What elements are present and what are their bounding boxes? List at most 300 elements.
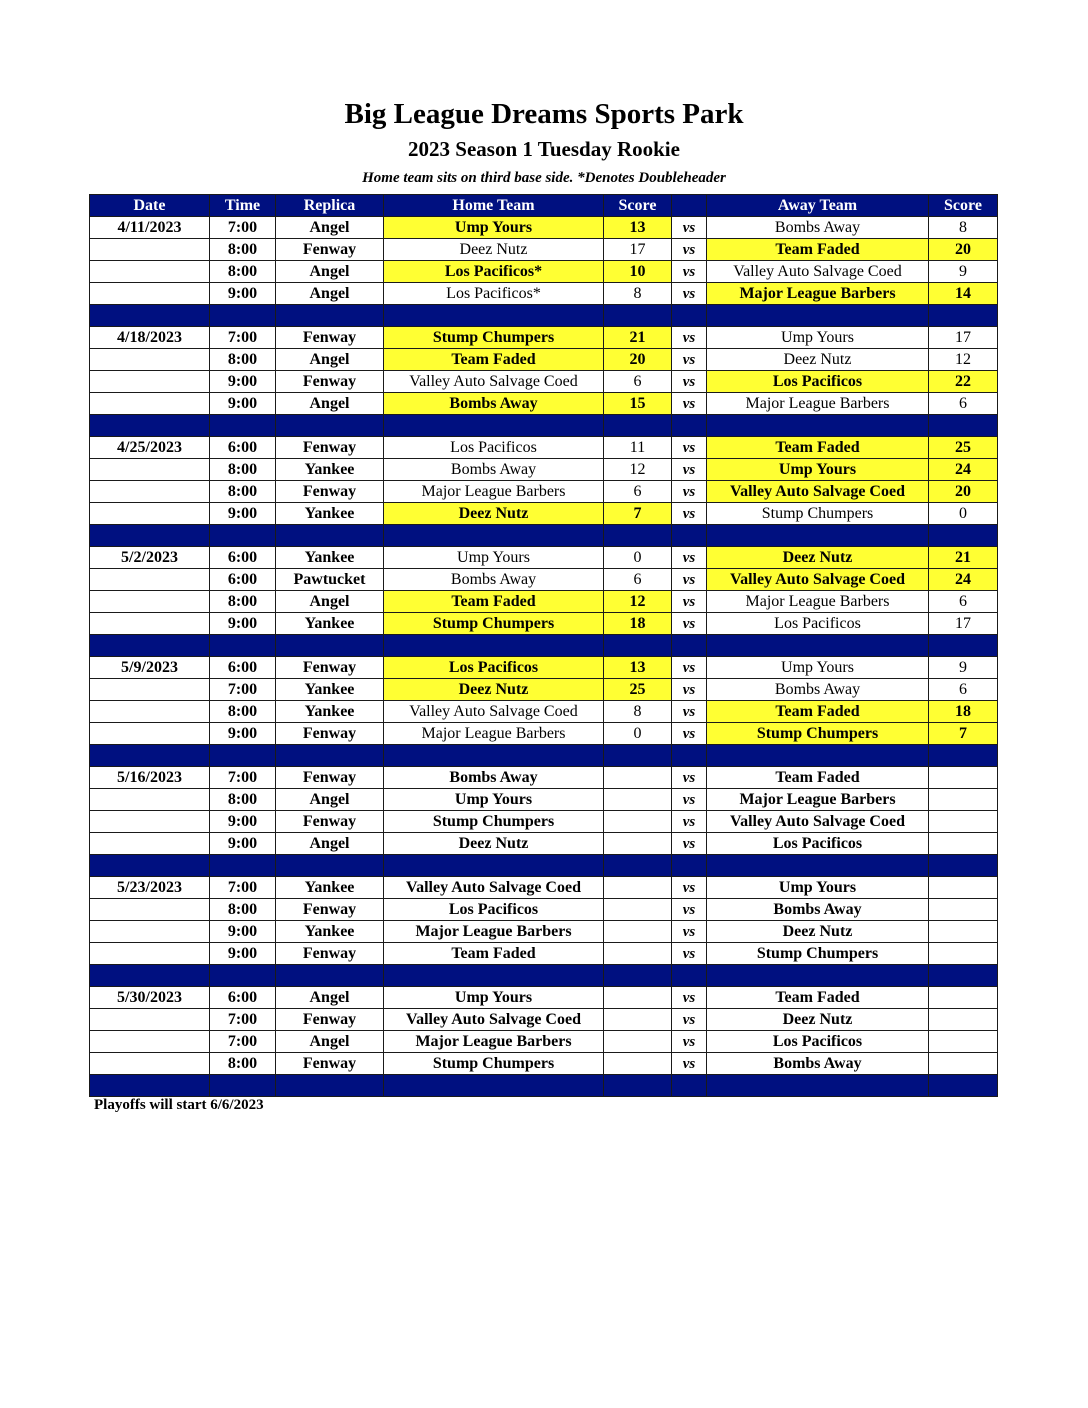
replica-cell: Fenway <box>276 767 384 789</box>
away-team-cell: Deez Nutz <box>707 349 929 371</box>
date-cell <box>90 283 210 305</box>
date-cell <box>90 239 210 261</box>
replica-cell: Angel <box>276 349 384 371</box>
home-score-cell <box>604 921 672 943</box>
separator-cell <box>384 855 604 877</box>
separator-cell <box>929 745 998 767</box>
away-score-cell <box>929 921 998 943</box>
home-team-cell: Stump Chumpers <box>384 613 604 635</box>
replica-cell: Angel <box>276 591 384 613</box>
away-team-cell: Los Pacificos <box>707 833 929 855</box>
table-row <box>90 503 998 525</box>
time-cell: 7:00 <box>210 767 276 789</box>
table-row <box>90 701 998 723</box>
replica-cell: Yankee <box>276 877 384 899</box>
separator-cell <box>384 1075 604 1097</box>
date-cell <box>90 613 210 635</box>
home-team-cell: Bombs Away <box>384 393 604 415</box>
replica-cell: Yankee <box>276 921 384 943</box>
time-cell: 9:00 <box>210 811 276 833</box>
time-cell: 8:00 <box>210 481 276 503</box>
home-score-cell: 11 <box>604 437 672 459</box>
home-team-cell: Deez Nutz <box>384 833 604 855</box>
separator-cell <box>276 415 384 437</box>
week-separator <box>90 305 998 327</box>
home-score-cell: 0 <box>604 547 672 569</box>
date-cell <box>90 1031 210 1053</box>
time-cell: 9:00 <box>210 943 276 965</box>
table-row <box>90 459 998 481</box>
week-separator <box>90 415 998 437</box>
week-separator <box>90 965 998 987</box>
replica-cell: Angel <box>276 261 384 283</box>
separator-cell <box>276 965 384 987</box>
separator-cell <box>210 525 276 547</box>
separator-cell <box>707 1075 929 1097</box>
date-cell <box>90 921 210 943</box>
separator-cell <box>210 855 276 877</box>
home-score-cell <box>604 833 672 855</box>
separator-cell <box>276 635 384 657</box>
time-cell: 8:00 <box>210 239 276 261</box>
away-team-cell: Los Pacificos <box>707 371 929 393</box>
separator-cell <box>929 525 998 547</box>
away-team-cell: Bombs Away <box>707 217 929 239</box>
time-cell: 9:00 <box>210 393 276 415</box>
time-cell: 7:00 <box>210 1031 276 1053</box>
away-score-cell <box>929 943 998 965</box>
separator-cell <box>90 1075 210 1097</box>
date-cell <box>90 1053 210 1075</box>
date-cell <box>90 459 210 481</box>
home-team-cell: Los Pacificos <box>384 899 604 921</box>
vs-cell: vs <box>672 723 707 745</box>
table-row <box>90 921 998 943</box>
date-cell <box>90 833 210 855</box>
date-cell <box>90 481 210 503</box>
table-row <box>90 261 998 283</box>
replica-cell: Fenway <box>276 239 384 261</box>
away-team-cell: Ump Yours <box>707 327 929 349</box>
date-cell <box>90 811 210 833</box>
separator-cell <box>276 305 384 327</box>
away-team-cell: Valley Auto Salvage Coed <box>707 811 929 833</box>
away-score-cell <box>929 1009 998 1031</box>
table-row <box>90 217 998 239</box>
table-row <box>90 723 998 745</box>
separator-cell <box>210 965 276 987</box>
home-team-cell: Los Pacificos <box>384 657 604 679</box>
separator-cell <box>604 855 672 877</box>
away-team-cell: Team Faded <box>707 987 929 1009</box>
vs-cell: vs <box>672 349 707 371</box>
week-separator <box>90 525 998 547</box>
date-cell: 5/30/2023 <box>90 987 210 1009</box>
replica-cell: Fenway <box>276 899 384 921</box>
vs-cell: vs <box>672 393 707 415</box>
away-score-cell <box>929 789 998 811</box>
vs-cell: vs <box>672 283 707 305</box>
vs-cell: vs <box>672 569 707 591</box>
time-cell: 9:00 <box>210 503 276 525</box>
home-score-cell: 12 <box>604 591 672 613</box>
home-score-cell: 20 <box>604 349 672 371</box>
home-team-cell: Team Faded <box>384 943 604 965</box>
separator-cell <box>384 305 604 327</box>
replica-cell: Yankee <box>276 613 384 635</box>
time-cell: 8:00 <box>210 789 276 811</box>
separator-cell <box>604 525 672 547</box>
home-team-cell: Major League Barbers <box>384 921 604 943</box>
replica-cell: Angel <box>276 833 384 855</box>
away-team-cell: Major League Barbers <box>707 283 929 305</box>
page-subtitle: 2023 Season 1 Tuesday Rookie <box>408 137 680 161</box>
time-cell: 8:00 <box>210 349 276 371</box>
home-team-cell: Valley Auto Salvage Coed <box>384 371 604 393</box>
home-score-cell: 7 <box>604 503 672 525</box>
home-score-cell <box>604 987 672 1009</box>
away-score-cell <box>929 811 998 833</box>
away-team-cell: Team Faded <box>707 239 929 261</box>
separator-cell <box>276 855 384 877</box>
home-team-cell: Bombs Away <box>384 767 604 789</box>
date-cell <box>90 569 210 591</box>
time-cell: 8:00 <box>210 899 276 921</box>
separator-cell <box>210 415 276 437</box>
home-score-cell: 25 <box>604 679 672 701</box>
separator-cell <box>90 745 210 767</box>
separator-cell <box>604 1075 672 1097</box>
separator-cell <box>384 965 604 987</box>
away-team-cell: Major League Barbers <box>707 789 929 811</box>
time-cell: 8:00 <box>210 701 276 723</box>
table-row <box>90 371 998 393</box>
replica-cell: Angel <box>276 789 384 811</box>
away-score-cell: 14 <box>929 283 998 305</box>
separator-cell <box>707 415 929 437</box>
home-team-cell: Major League Barbers <box>384 1031 604 1053</box>
away-team-cell: Stump Chumpers <box>707 943 929 965</box>
date-cell: 5/16/2023 <box>90 767 210 789</box>
replica-cell: Angel <box>276 283 384 305</box>
away-score-cell: 6 <box>929 591 998 613</box>
separator-cell <box>672 635 707 657</box>
separator-cell <box>672 855 707 877</box>
away-score-cell: 7 <box>929 723 998 745</box>
home-score-cell <box>604 899 672 921</box>
replica-cell: Fenway <box>276 327 384 349</box>
header-row <box>90 195 998 217</box>
vs-cell: vs <box>672 327 707 349</box>
separator-cell <box>276 745 384 767</box>
away-score-cell: 24 <box>929 569 998 591</box>
home-score-cell: 17 <box>604 239 672 261</box>
away-score-cell <box>929 987 998 1009</box>
col-header-vs <box>672 195 707 217</box>
home-score-cell <box>604 877 672 899</box>
replica-cell: Fenway <box>276 811 384 833</box>
vs-cell: vs <box>672 503 707 525</box>
home-team-cell: Valley Auto Salvage Coed <box>384 877 604 899</box>
home-team-cell: Valley Auto Salvage Coed <box>384 701 604 723</box>
separator-cell <box>707 305 929 327</box>
replica-cell: Angel <box>276 987 384 1009</box>
time-cell: 8:00 <box>210 261 276 283</box>
vs-cell: vs <box>672 1031 707 1053</box>
table-row <box>90 1031 998 1053</box>
away-score-cell: 24 <box>929 459 998 481</box>
table-row <box>90 569 998 591</box>
table-row <box>90 547 998 569</box>
home-team-cell: Bombs Away <box>384 569 604 591</box>
home-team-cell: Stump Chumpers <box>384 327 604 349</box>
home-team-cell: Ump Yours <box>384 547 604 569</box>
replica-cell: Yankee <box>276 547 384 569</box>
time-cell: 6:00 <box>210 547 276 569</box>
date-cell <box>90 701 210 723</box>
home-score-cell: 6 <box>604 371 672 393</box>
time-cell: 7:00 <box>210 679 276 701</box>
vs-cell: vs <box>672 701 707 723</box>
date-cell <box>90 943 210 965</box>
away-score-cell: 9 <box>929 657 998 679</box>
table-row <box>90 283 998 305</box>
time-cell: 9:00 <box>210 283 276 305</box>
vs-cell: vs <box>672 217 707 239</box>
home-team-cell: Ump Yours <box>384 987 604 1009</box>
table-row <box>90 877 998 899</box>
table-row <box>90 943 998 965</box>
replica-cell: Fenway <box>276 371 384 393</box>
table-row <box>90 613 998 635</box>
home-score-cell: 13 <box>604 217 672 239</box>
separator-cell <box>90 305 210 327</box>
home-score-cell <box>604 943 672 965</box>
separator-cell <box>210 745 276 767</box>
vs-cell: vs <box>672 481 707 503</box>
separator-cell <box>384 745 604 767</box>
vs-cell: vs <box>672 833 707 855</box>
home-score-cell <box>604 1009 672 1031</box>
week-separator <box>90 635 998 657</box>
separator-cell <box>929 415 998 437</box>
vs-cell: vs <box>672 987 707 1009</box>
vs-cell: vs <box>672 1053 707 1075</box>
col-header-away-team: Away Team <box>707 195 929 217</box>
vs-cell: vs <box>672 921 707 943</box>
replica-cell: Fenway <box>276 657 384 679</box>
home-team-cell: Deez Nutz <box>384 679 604 701</box>
table-row <box>90 679 998 701</box>
table-row <box>90 657 998 679</box>
home-score-cell <box>604 1053 672 1075</box>
time-cell: 7:00 <box>210 217 276 239</box>
separator-cell <box>210 1075 276 1097</box>
home-score-cell: 13 <box>604 657 672 679</box>
away-team-cell: Stump Chumpers <box>707 723 929 745</box>
away-team-cell: Valley Auto Salvage Coed <box>707 481 929 503</box>
date-cell <box>90 349 210 371</box>
away-team-cell: Los Pacificos <box>707 613 929 635</box>
separator-cell <box>210 635 276 657</box>
time-cell: 8:00 <box>210 591 276 613</box>
week-separator <box>90 745 998 767</box>
replica-cell: Angel <box>276 393 384 415</box>
separator-cell <box>90 635 210 657</box>
time-cell: 6:00 <box>210 437 276 459</box>
replica-cell: Fenway <box>276 1009 384 1031</box>
replica-cell: Angel <box>276 217 384 239</box>
home-team-cell: Deez Nutz <box>384 503 604 525</box>
home-team-cell: Deez Nutz <box>384 239 604 261</box>
away-score-cell: 0 <box>929 503 998 525</box>
table-row <box>90 1009 998 1031</box>
away-team-cell: Major League Barbers <box>707 591 929 613</box>
date-cell <box>90 371 210 393</box>
separator-cell <box>90 855 210 877</box>
home-score-cell: 8 <box>604 701 672 723</box>
replica-cell: Yankee <box>276 503 384 525</box>
time-cell: 9:00 <box>210 921 276 943</box>
time-cell: 6:00 <box>210 987 276 1009</box>
separator-cell <box>707 745 929 767</box>
date-cell: 5/23/2023 <box>90 877 210 899</box>
col-header-home-team: Home Team <box>384 195 604 217</box>
separator-cell <box>707 525 929 547</box>
table-row <box>90 811 998 833</box>
away-score-cell: 6 <box>929 679 998 701</box>
schedule-table <box>89 194 998 1097</box>
time-cell: 8:00 <box>210 459 276 481</box>
vs-cell: vs <box>672 547 707 569</box>
away-score-cell: 22 <box>929 371 998 393</box>
separator-cell <box>672 965 707 987</box>
table-row <box>90 789 998 811</box>
vs-cell: vs <box>672 459 707 481</box>
col-header-home-score: Score <box>604 195 672 217</box>
away-score-cell: 8 <box>929 217 998 239</box>
separator-cell <box>604 415 672 437</box>
separator-cell <box>929 855 998 877</box>
away-score-cell: 20 <box>929 239 998 261</box>
date-cell <box>90 679 210 701</box>
away-team-cell: Stump Chumpers <box>707 503 929 525</box>
separator-cell <box>929 635 998 657</box>
time-cell: 7:00 <box>210 877 276 899</box>
away-team-cell: Bombs Away <box>707 899 929 921</box>
away-team-cell: Team Faded <box>707 767 929 789</box>
separator-cell <box>672 415 707 437</box>
replica-cell: Fenway <box>276 1053 384 1075</box>
separator-cell <box>210 305 276 327</box>
replica-cell: Yankee <box>276 679 384 701</box>
col-header-away-score: Score <box>929 195 998 217</box>
date-cell <box>90 723 210 745</box>
replica-cell: Fenway <box>276 437 384 459</box>
separator-cell <box>384 635 604 657</box>
date-cell: 4/25/2023 <box>90 437 210 459</box>
playoffs-note: Playoffs will start 6/6/2023 <box>94 1097 264 1113</box>
vs-cell: vs <box>672 591 707 613</box>
date-cell: 5/9/2023 <box>90 657 210 679</box>
date-cell <box>90 261 210 283</box>
date-cell: 4/11/2023 <box>90 217 210 239</box>
away-score-cell <box>929 899 998 921</box>
away-score-cell: 6 <box>929 393 998 415</box>
home-score-cell: 18 <box>604 613 672 635</box>
away-team-cell: Los Pacificos <box>707 1031 929 1053</box>
vs-cell: vs <box>672 811 707 833</box>
col-header-date: Date <box>90 195 210 217</box>
separator-cell <box>672 1075 707 1097</box>
replica-cell: Fenway <box>276 723 384 745</box>
away-score-cell: 25 <box>929 437 998 459</box>
separator-cell <box>384 525 604 547</box>
table-row <box>90 481 998 503</box>
home-team-cell: Valley Auto Salvage Coed <box>384 1009 604 1031</box>
vs-cell: vs <box>672 1009 707 1031</box>
table-row <box>90 327 998 349</box>
away-team-cell: Team Faded <box>707 701 929 723</box>
home-team-cell: Stump Chumpers <box>384 1053 604 1075</box>
home-score-cell: 6 <box>604 569 672 591</box>
time-cell: 6:00 <box>210 657 276 679</box>
vs-cell: vs <box>672 613 707 635</box>
time-cell: 7:00 <box>210 1009 276 1031</box>
separator-cell <box>604 965 672 987</box>
vs-cell: vs <box>672 437 707 459</box>
away-team-cell: Ump Yours <box>707 459 929 481</box>
table-row <box>90 833 998 855</box>
away-team-cell: Deez Nutz <box>707 1009 929 1031</box>
away-team-cell: Major League Barbers <box>707 393 929 415</box>
away-team-cell: Ump Yours <box>707 877 929 899</box>
home-score-cell <box>604 767 672 789</box>
home-team-cell: Los Pacificos* <box>384 261 604 283</box>
vs-cell: vs <box>672 679 707 701</box>
schedule-note: Home team sits on third base side. *Denotes Doubleheader <box>362 170 726 186</box>
separator-cell <box>707 965 929 987</box>
table-row <box>90 393 998 415</box>
replica-cell: Yankee <box>276 701 384 723</box>
date-cell <box>90 789 210 811</box>
date-cell <box>90 591 210 613</box>
time-cell: 9:00 <box>210 613 276 635</box>
away-team-cell: Deez Nutz <box>707 547 929 569</box>
away-team-cell: Valley Auto Salvage Coed <box>707 569 929 591</box>
time-cell: 9:00 <box>210 833 276 855</box>
replica-cell: Fenway <box>276 481 384 503</box>
home-score-cell <box>604 1031 672 1053</box>
time-cell: 7:00 <box>210 327 276 349</box>
table-row <box>90 1053 998 1075</box>
table-row <box>90 767 998 789</box>
away-score-cell: 17 <box>929 327 998 349</box>
home-team-cell: Team Faded <box>384 591 604 613</box>
away-score-cell: 21 <box>929 547 998 569</box>
separator-cell <box>604 305 672 327</box>
separator-cell <box>929 965 998 987</box>
date-cell: 5/2/2023 <box>90 547 210 569</box>
separator-cell <box>707 855 929 877</box>
vs-cell: vs <box>672 261 707 283</box>
vs-cell: vs <box>672 899 707 921</box>
vs-cell: vs <box>672 767 707 789</box>
home-team-cell: Los Pacificos* <box>384 283 604 305</box>
away-team-cell: Bombs Away <box>707 679 929 701</box>
home-team-cell: Ump Yours <box>384 789 604 811</box>
time-cell: 6:00 <box>210 569 276 591</box>
